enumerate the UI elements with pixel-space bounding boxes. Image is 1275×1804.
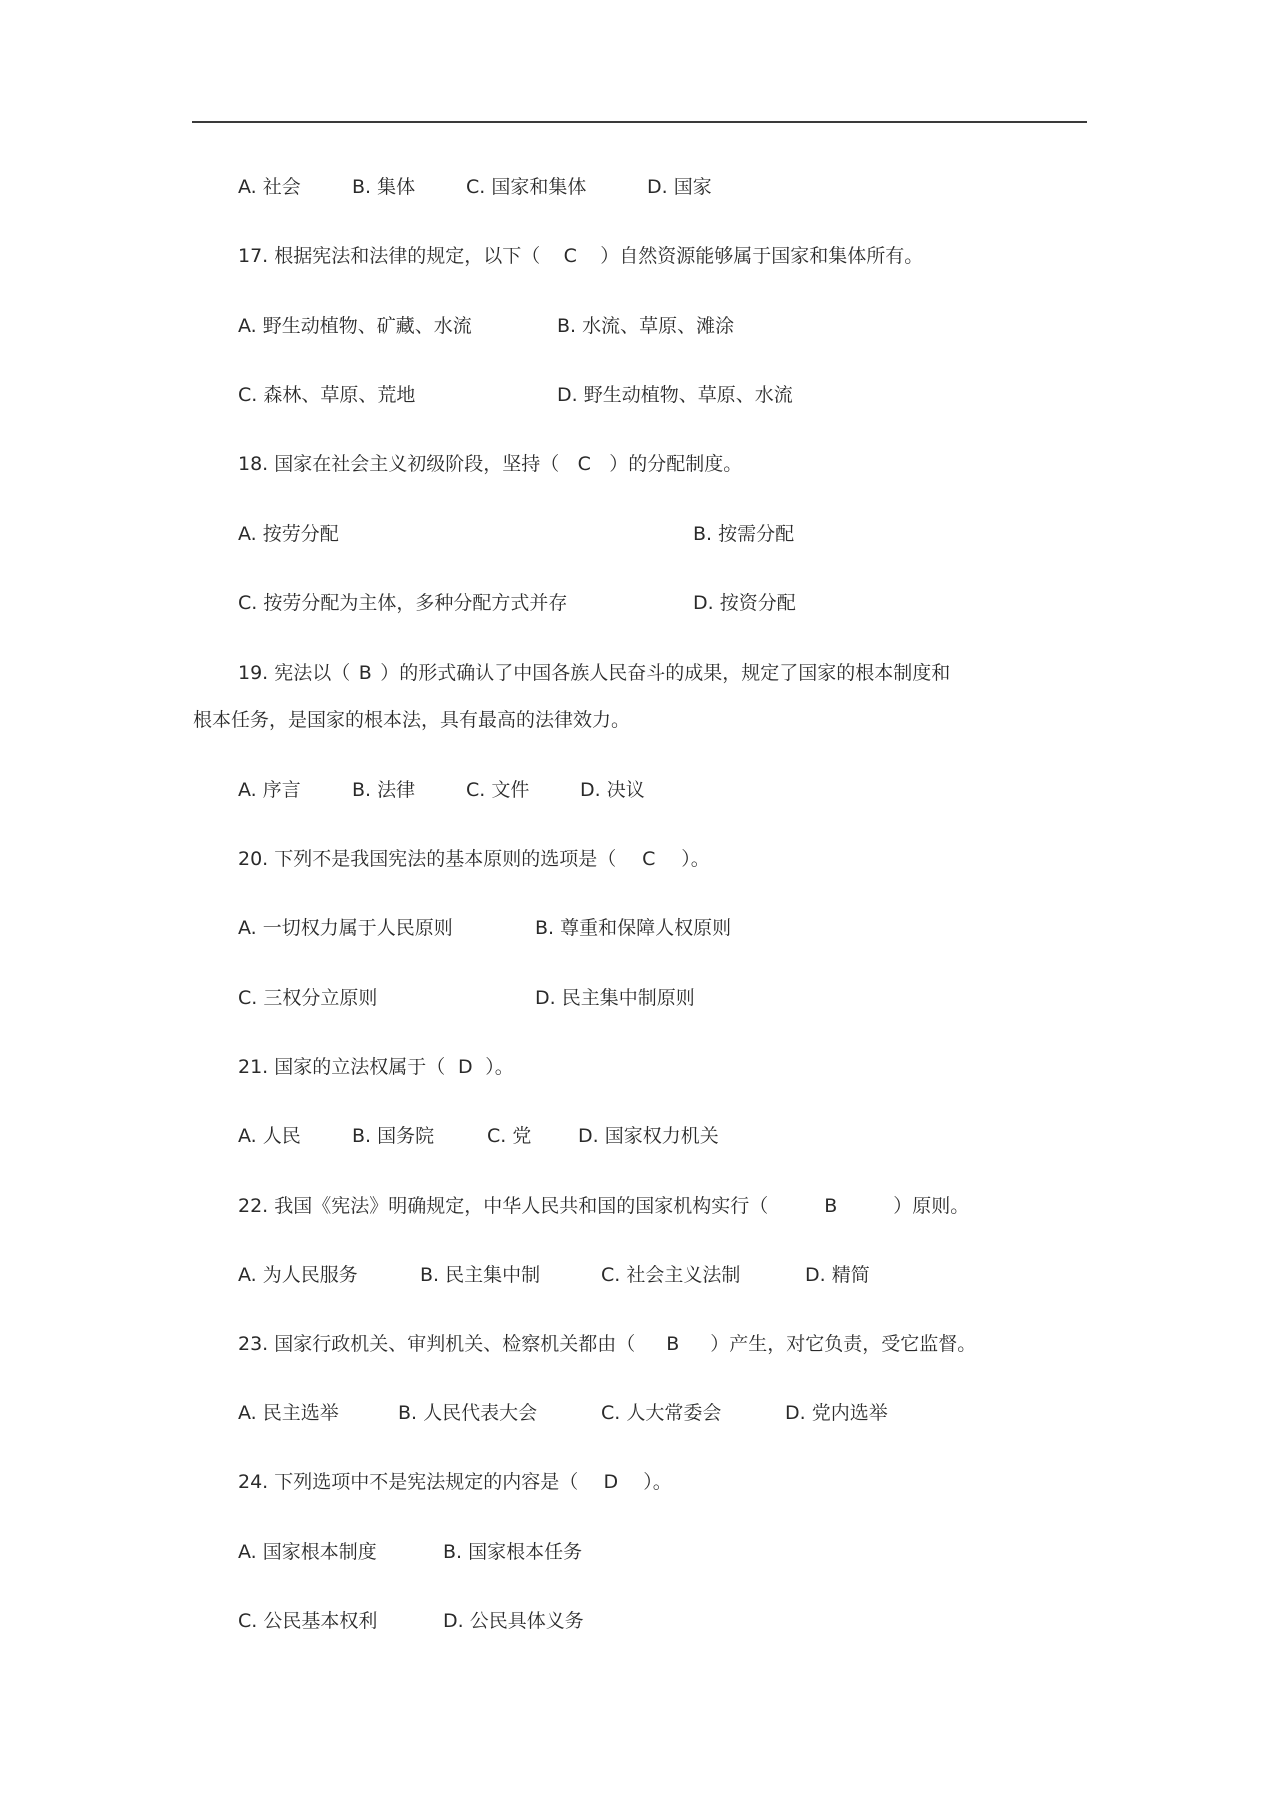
q22-option-c: C. 社会主义法制 xyxy=(601,1264,741,1286)
q17-option-b: B. 水流、草原、滩涂 xyxy=(557,315,735,337)
q22-answer: B xyxy=(824,1195,838,1217)
q22-option-b: B. 民主集中制 xyxy=(420,1264,541,1286)
q19-option-d: D. 决议 xyxy=(580,779,645,801)
q16-option-a: A. 社会 xyxy=(238,176,301,198)
q22-text-pre: 22. 我国《宪法》明确规定，中华人民共和国的国家机构实行（ xyxy=(238,1195,769,1217)
q23-option-d: D. 党内选举 xyxy=(785,1402,888,1424)
q21-text-post: ）。 xyxy=(485,1056,514,1078)
header-rule xyxy=(192,121,1087,123)
question-23 xyxy=(238,1331,976,1357)
question-20 xyxy=(238,846,710,872)
q19-option-c: C. 文件 xyxy=(466,779,530,801)
q24-option-d: D. 公民具体义务 xyxy=(443,1610,584,1632)
q24-text-pre: 24. 下列选项中不是宪法规定的内容是（ xyxy=(238,1471,579,1493)
q16-option-d: D. 国家 xyxy=(647,176,712,198)
q16-option-b: B. 集体 xyxy=(352,176,416,198)
q20-text-pre: 20. 下列不是我国宪法的基本原则的选项是（ xyxy=(238,848,617,870)
q24-option-a: A. 国家根本制度 xyxy=(238,1541,377,1563)
q21-option-b: B. 国务院 xyxy=(352,1125,435,1147)
question-17 xyxy=(238,243,923,269)
q23-option-c: C. 人大常委会 xyxy=(601,1402,722,1424)
q18-text-pre: 18. 国家在社会主义初级阶段，坚持（ xyxy=(238,453,560,475)
q24-option-c: C. 公民基本权利 xyxy=(238,1610,378,1632)
q23-answer: B xyxy=(666,1333,680,1355)
q20-option-a: A. 一切权力属于人民原则 xyxy=(238,917,453,939)
q20-option-d: D. 民主集中制原则 xyxy=(535,987,695,1009)
q20-answer: C xyxy=(642,848,656,870)
q20-text-post: ）。 xyxy=(681,848,710,870)
q23-option-a: A. 民主选举 xyxy=(238,1402,339,1424)
q17-option-d: D. 野生动植物、草原、水流 xyxy=(557,384,793,406)
q21-option-a: A. 人民 xyxy=(238,1125,301,1147)
q16-option-c: C. 国家和集体 xyxy=(466,176,587,198)
q24-text-post: ）。 xyxy=(643,1471,672,1493)
q19-text-pre: 19. 宪法以（ xyxy=(238,662,351,684)
q19-option-a: A. 序言 xyxy=(238,779,301,801)
question-24 xyxy=(238,1469,672,1495)
q24-answer: D xyxy=(603,1471,619,1493)
question-19-continuation: 根本任务，是国家的根本法，具有最高的法律效力。 xyxy=(193,709,631,731)
q21-option-d: D. 国家权力机关 xyxy=(578,1125,719,1147)
q21-option-c: C. 党 xyxy=(487,1125,532,1147)
q19-answer: B xyxy=(358,662,372,684)
q17-text-post: ）自然资源能够属于国家和集体所有。 xyxy=(600,245,924,267)
q23-option-b: B. 人民代表大会 xyxy=(398,1402,538,1424)
q17-option-c: C. 森林、草原、荒地 xyxy=(238,384,416,406)
q18-option-c: C. 按劳分配为主体，多种分配方式并存 xyxy=(238,592,568,614)
q22-option-a: A. 为人民服务 xyxy=(238,1264,358,1286)
q18-answer: C xyxy=(577,453,591,475)
q21-text-pre: 21. 国家的立法权属于（ xyxy=(238,1056,446,1078)
q18-option-d: D. 按资分配 xyxy=(693,592,796,614)
q24-option-b: B. 国家根本任务 xyxy=(443,1541,583,1563)
question-19 xyxy=(238,660,950,686)
q17-text-pre: 17. 根据宪法和法律的规定，以下（ xyxy=(238,245,541,267)
q21-answer: D xyxy=(457,1056,473,1078)
q23-text-post: ）产生，对它负责，受它监督。 xyxy=(710,1333,977,1355)
q17-answer: C xyxy=(563,245,577,267)
q18-option-a: A. 按劳分配 xyxy=(238,523,339,545)
q22-text-post: ）原则。 xyxy=(893,1195,970,1217)
question-21 xyxy=(238,1054,514,1080)
q18-option-b: B. 按需分配 xyxy=(693,523,795,545)
question-18 xyxy=(238,451,742,477)
question-22 xyxy=(238,1193,969,1219)
q23-text-pre: 23. 国家行政机关、审判机关、检察机关都由（ xyxy=(238,1333,636,1355)
q20-option-b: B. 尊重和保障人权原则 xyxy=(535,917,732,939)
q17-option-a: A. 野生动植物、矿藏、水流 xyxy=(238,315,472,337)
q22-option-d: D. 精简 xyxy=(805,1264,870,1286)
q20-option-c: C. 三权分立原则 xyxy=(238,987,378,1009)
q19-text-post: ）的形式确认了中国各族人民奋斗的成果，规定了国家的根本制度和 xyxy=(380,662,951,684)
q18-text-post: ）的分配制度。 xyxy=(609,453,743,475)
q19-option-b: B. 法律 xyxy=(352,779,416,801)
